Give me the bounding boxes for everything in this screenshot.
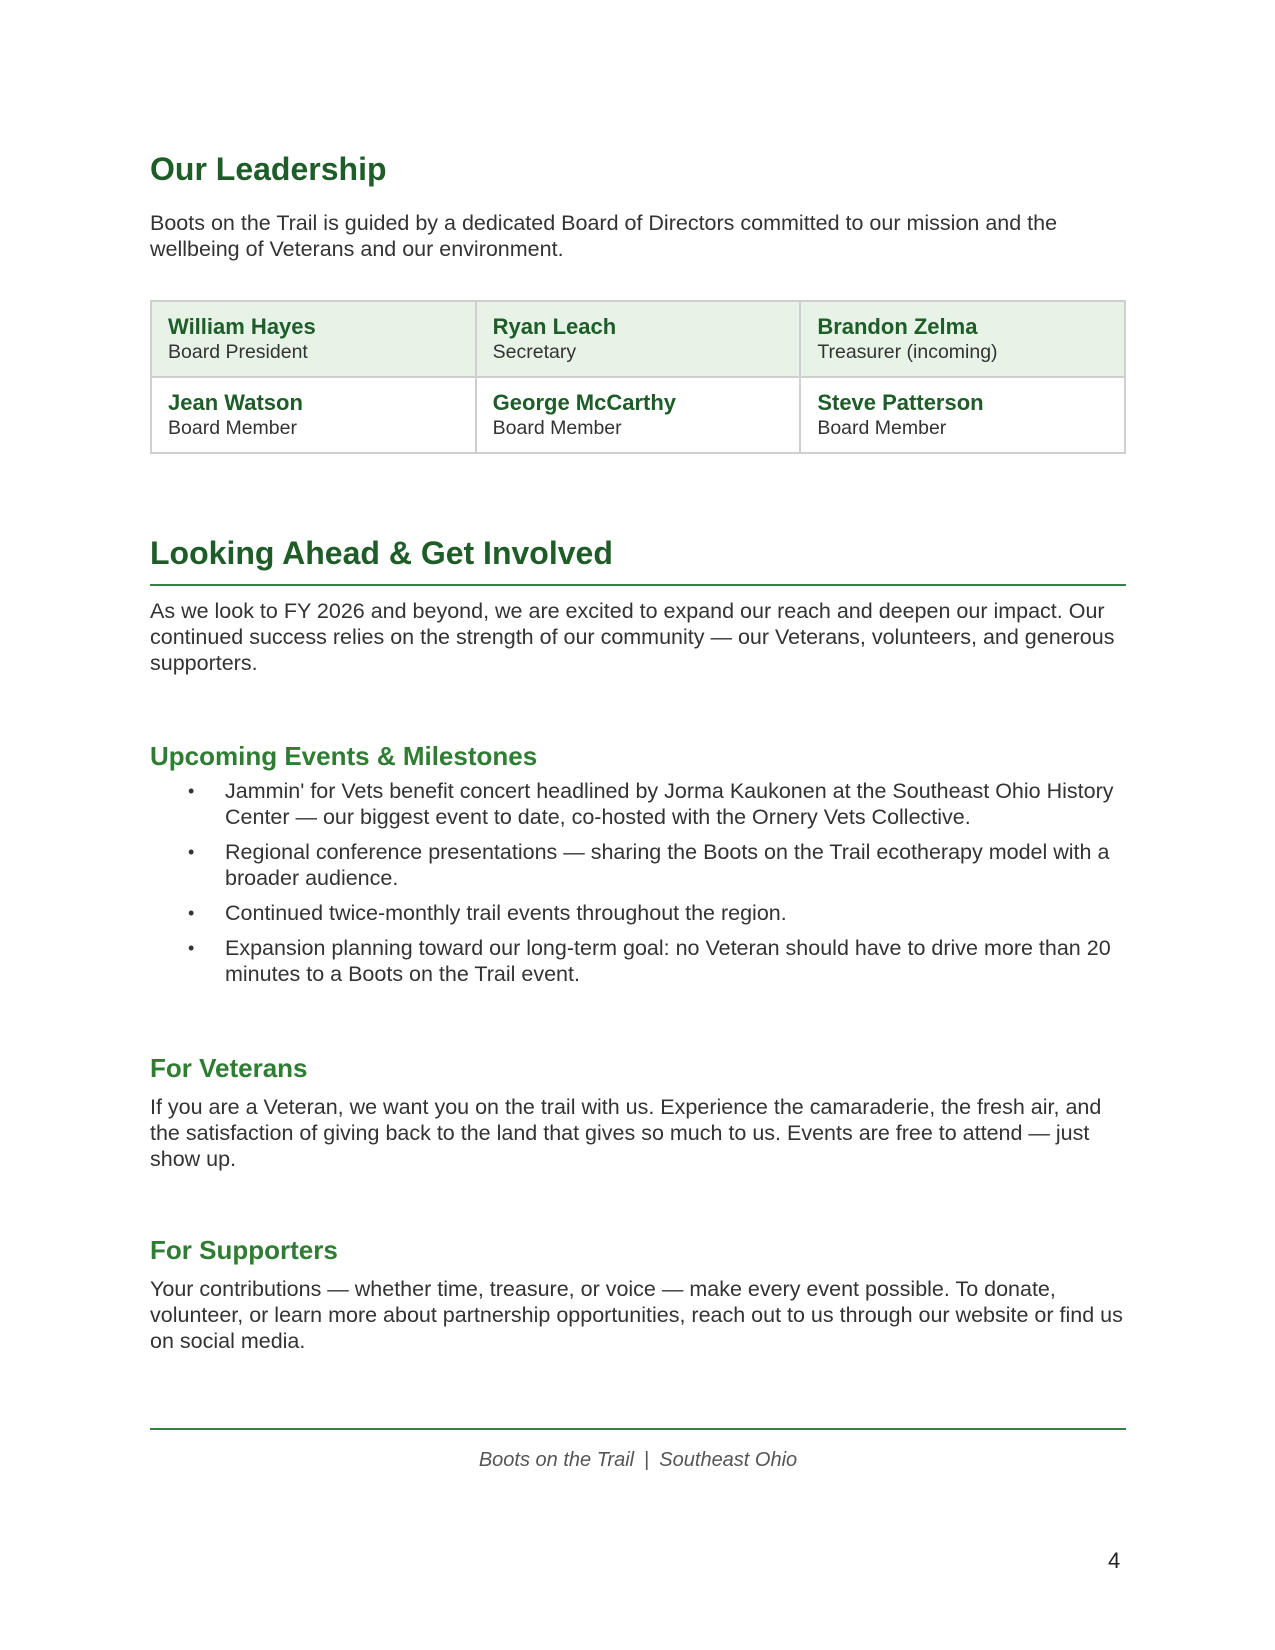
board-row — [151, 301, 1125, 377]
list-item — [150, 839, 1126, 891]
board-member-role: Treasurer (incoming) — [817, 341, 998, 363]
looking-ahead-intro: As we look to FY 2026 and beyond, we are excited to expand our reach and deepen our impact. Our continued success relies on the strength of our community — our Veterans, volunteers, and generous supporters. — [150, 599, 1115, 675]
board-cell — [151, 301, 476, 377]
list-item — [150, 900, 1126, 926]
board-cell — [476, 301, 801, 377]
board-cell — [151, 377, 476, 453]
board-member-role: Secretary — [492, 341, 577, 363]
document-page — [150, 0, 1126, 1650]
section-divider — [150, 584, 1126, 586]
board-member-role: Board Member — [817, 417, 947, 439]
veterans-heading: For Veterans — [150, 1053, 308, 1083]
board-member-name: Brandon Zelma — [817, 314, 978, 339]
board-row — [151, 377, 1125, 453]
page-footer — [150, 1448, 1126, 1472]
page-number: 4 — [1108, 1548, 1121, 1573]
board-cell — [476, 377, 801, 453]
list-item — [150, 778, 1126, 830]
board-cell — [800, 377, 1125, 453]
bullet-icon: • — [188, 938, 195, 958]
bullet-icon: • — [188, 903, 195, 923]
events-list — [150, 778, 1126, 996]
bullet-icon: • — [188, 842, 195, 862]
board-member-role: Board Member — [492, 417, 622, 439]
footer-org: Boots on the Trail — [478, 1449, 635, 1471]
bullet-icon: • — [188, 781, 195, 801]
board-member-name: Ryan Leach — [492, 314, 617, 339]
veterans-body: If you are a Veteran, we want you on the trail with us. Experience the camaraderie, the fresh air, and the satisfaction of giving back to the land that gives so much to us. Events are free to attend — just show up. — [150, 1095, 1102, 1171]
list-item-text: Continued twice-monthly trail events throughout the region. — [225, 901, 787, 925]
board-member-role: Board President — [168, 341, 308, 363]
board-member-name: William Hayes — [168, 314, 316, 339]
leadership-heading: Our Leadership — [150, 151, 387, 187]
footer-region: Southeast Ohio — [659, 1449, 798, 1471]
events-heading: Upcoming Events & Milestones — [150, 741, 538, 771]
list-item-text: Regional conference presentations — sharing the Boots on the Trail ecotherapy model with a broader audience. — [225, 840, 1110, 890]
looking-ahead-heading: Looking Ahead & Get Involved — [150, 535, 613, 571]
supporters-heading: For Supporters — [150, 1235, 338, 1265]
board-member-name: Steve Patterson — [817, 390, 984, 415]
footer-divider — [150, 1428, 1126, 1430]
board-member-name: Jean Watson — [168, 390, 303, 415]
list-item-text: Jammin' for Vets benefit concert headlined by Jorma Kaukonen at the Southeast Ohio History Center — our biggest event to date, co-hosted with the Ornery Vets Collective. — [225, 779, 1114, 829]
board-member-role: Board Member — [168, 417, 297, 439]
board-cell — [800, 301, 1125, 377]
list-item — [150, 935, 1126, 987]
board-table — [150, 300, 1126, 454]
leadership-intro: Boots on the Trail is guided by a dedicated Board of Directors committed to our mission and the wellbeing of Veterans and our environment. — [150, 211, 1058, 261]
supporters-body: Your contributions — whether time, treasure, or voice — make every event possible. To donate, volunteer, or learn more about partnership opportunities, reach out to us through our website or find us on social media. — [150, 1277, 1123, 1353]
list-item-text: Expansion planning toward our long-term goal: no Veteran should have to drive more than 20 minutes to a Boots on the Trail event. — [225, 936, 1111, 986]
footer-separator: | — [644, 1449, 650, 1471]
board-member-name: George McCarthy — [492, 390, 677, 415]
